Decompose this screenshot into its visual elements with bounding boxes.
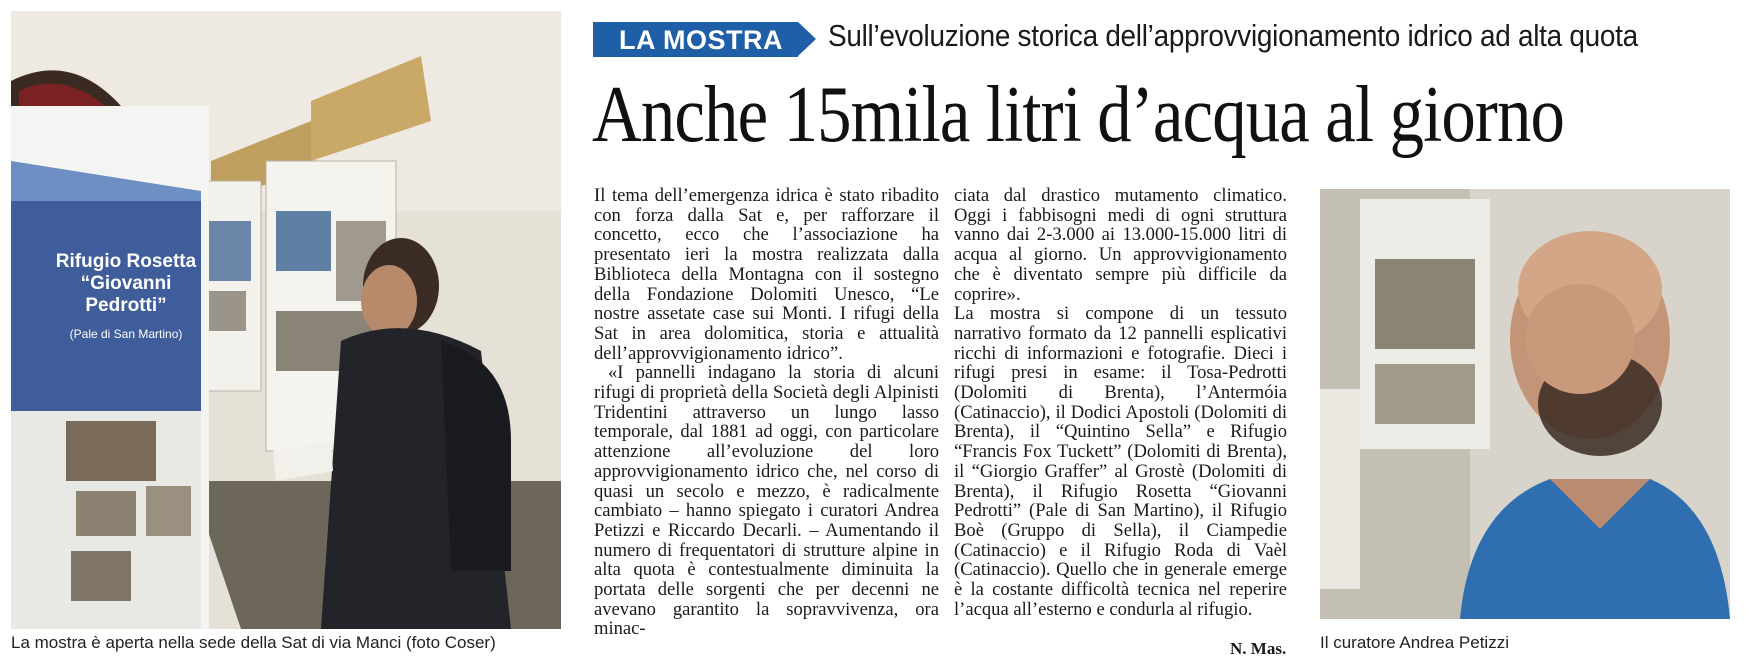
kicker-subhead: Sull’evoluzione storica dell’approvvigionamento idrico ad alta quota (828, 18, 1638, 53)
photo-caption-right: Il curatore Andrea Petizzi (1320, 633, 1509, 652)
curator-photo-drawing (1320, 189, 1730, 619)
byline: N. Mas. (1230, 639, 1287, 658)
photo-caption-left: La mostra è aperta nella sede della Sat di via Manci (foto Coser) (11, 633, 496, 652)
headline: Anche 15mila litri d’acqua al giorno (592, 71, 1565, 159)
section-tag (593, 22, 798, 57)
banner-subtitle: (Pale di San Martino) (69, 327, 183, 341)
article-paragraph: «I pannelli indagano la storia di alcuni rifugi di proprietà della Società degli Alpinisti Tridentini attraverso un lungo lasso temporale, dal 1881 ad oggi, con particolare attenzione all’evoluzione del loro approvvigionamento idrico che, nel corso di quasi un secolo e mezzo, è radicalmente cambiato – hanno spiegato i curatori Andrea Petizzi e Riccardo Decarli. – Aumentando il numero di frequentatori di strutture alpine in alta quota è contestualmente diminuita la portata delle sorgenti che per decenni ne avevano garantito la sopravvivenza, ora minac- (594, 362, 939, 640)
banner-title-line-2: “Giovanni Pedrotti” (80, 273, 172, 316)
article-paragraph: La mostra si compone di un tessuto narrativo formato da 12 pannelli esplicativi ricchi di informazioni e fotografie. Dieci i rifugi presi in esame: il Tosa-Pedrotti (Dolomiti di Brenta), l’Antermóia (Catinaccio), il Dodici Apostoli (Dolomiti di Brenta), il “Quintino Sella” e Rifugio “Francis Fox Tuckett” (Dolomiti di Brenta), il “Giorgio Graffer” al Grostè (Dolomiti di Brenta), il Rifugio Rosetta “Giovanni Pedrotti” (Pale di San Martino), il Rifugio Boè (Gruppo di Sella), il Ciampedie (Catinaccio) e il Rifugio Roda di Vaèl (Catinaccio). Quello che in generale emerge è la costante difficoltà tecnica nel reperire l’acqua all’esterno e condurla al rifugio. (954, 303, 1287, 620)
banner-title-line-1: Rifugio Rosetta (55, 251, 197, 272)
section-tag-label: LA MOSTRA (619, 25, 783, 55)
banner-title (51, 251, 201, 345)
article-paragraph: Il tema dell’emergenza idrica è stato ribadito con forza dalla Sat e, per rafforzare il concetto, ecco che l’associazione ha presentato ieri la mostra realizzata dalla Biblioteca della Montagna con il sostegno della Fondazione Dolomiti Unesco, “Le nostre assetate case sui Monti. I rifugi della Sat in area dolomitica, storia e attualità dell’approvvigionamento idrico”. (594, 186, 939, 364)
curator-photo (1320, 189, 1730, 619)
exhibition-photo (11, 11, 561, 629)
article-paragraph: ciata dal drastico mutamento climatico. Oggi i fabbisogni medi di ogni struttura vanno dai 2-3.000 ai 13.000-15.000 litri di acqua al giorno. Un approvvigionamento che è diventato sempre più difficile da coprire». (954, 186, 1287, 305)
article-column-2 (954, 186, 1287, 636)
article-column-1 (594, 186, 939, 646)
